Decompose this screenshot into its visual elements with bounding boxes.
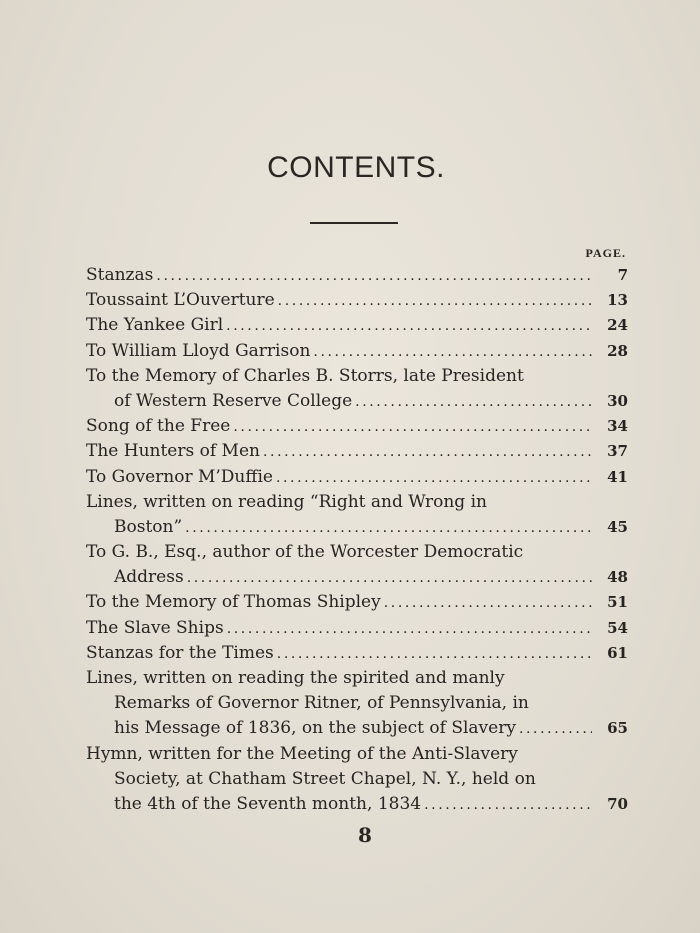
- dot-leader: [223, 314, 592, 339]
- toc-entry-line: [86, 364, 638, 389]
- toc-entry-page: 54: [607, 618, 628, 637]
- toc-entry-line: [86, 414, 638, 439]
- toc-entry-line: [86, 389, 638, 414]
- toc-entry-title: Stanzas: [86, 265, 154, 285]
- toc-entry: [86, 439, 638, 464]
- toc-entry-line: [86, 515, 638, 540]
- toc-entry: [86, 339, 638, 364]
- toc-entry-title: Lines, written on reading “Right and Wrong in: [86, 491, 487, 512]
- toc-entry-title: The Hunters of Men: [86, 441, 260, 462]
- toc-entry: [86, 540, 638, 590]
- toc-entry-line: [86, 540, 638, 565]
- dot-leader: [224, 617, 592, 642]
- toc-entry-title: of Western Reserve College: [114, 390, 353, 411]
- dot-leader: [516, 717, 592, 742]
- title-rule: [310, 222, 398, 224]
- toc-entry-page: 70: [607, 794, 628, 813]
- toc-entry-page: 13: [607, 291, 628, 310]
- toc-entry-title: Boston”: [114, 516, 183, 537]
- dot-leader: [352, 390, 592, 415]
- toc-entry-title: Toussaint L’Ouverture: [86, 290, 275, 311]
- toc-entry-line: [86, 263, 638, 288]
- toc-entry-title: To Governor M’Duffie: [86, 466, 273, 487]
- dot-leader: [421, 793, 592, 818]
- toc-entry: [86, 490, 638, 540]
- toc-entry-line: [86, 742, 638, 767]
- dot-leader: [184, 566, 592, 591]
- toc-entry: [86, 313, 638, 338]
- dot-leader: [182, 516, 592, 541]
- toc-entry-title: Hymn, written for the Meeting of the Anti-Slavery: [86, 743, 518, 764]
- dot-leader: [275, 289, 592, 314]
- table-of-contents: [86, 263, 638, 817]
- dot-leader: [274, 642, 592, 667]
- toc-entry: [86, 742, 638, 818]
- toc-entry-title: Song of the Free: [86, 416, 231, 437]
- toc-entry-title: To William Lloyd Garrison: [86, 340, 311, 361]
- toc-entry-title: The Slave Ships: [86, 617, 224, 638]
- toc-entry: [86, 666, 638, 742]
- toc-entry-page: 24: [607, 316, 628, 335]
- toc-entry-page: 7: [617, 266, 628, 284]
- toc-entry: [86, 364, 638, 414]
- toc-entry-page: 48: [607, 568, 628, 587]
- toc-entry-line: [86, 565, 638, 590]
- toc-entry-line: [86, 590, 638, 615]
- toc-entry: [86, 590, 638, 615]
- toc-entry: [86, 465, 638, 490]
- toc-entry-line: [86, 616, 638, 641]
- page-number: 8: [358, 823, 372, 847]
- dot-leader: [310, 340, 592, 365]
- toc-entry-line: [86, 641, 638, 666]
- toc-entry-title: Lines, written on reading the spirited and manly: [86, 668, 505, 688]
- toc-entry: [86, 616, 638, 641]
- toc-entry: [86, 263, 638, 288]
- toc-entry-title: his Message of 1836, on the subject of Slavery: [114, 718, 516, 739]
- toc-entry-page: 41: [607, 467, 628, 486]
- toc-entry-title: The Yankee Girl: [86, 315, 224, 336]
- toc-entry-line: [86, 490, 638, 515]
- toc-entry-title: Remarks of Governor Ritner, of Pennsylvania, in: [114, 693, 529, 714]
- toc-entry-line: [86, 792, 638, 817]
- toc-entry-line: [86, 288, 638, 313]
- dot-leader: [153, 264, 592, 289]
- toc-entry-page: 30: [607, 391, 628, 410]
- toc-entry-title: the 4th of the Seventh month, 1834: [114, 793, 422, 814]
- toc-entry-title: To G. B., Esq., author of the Worcester Democratic: [86, 542, 524, 563]
- toc-entry-title: Stanzas for the Times: [86, 642, 274, 663]
- toc-entry: [86, 414, 638, 439]
- page-title: CONTENTS.: [267, 151, 445, 184]
- toc-entry-line: [86, 439, 638, 464]
- toc-entry-page: 28: [607, 341, 628, 360]
- toc-entry: [86, 641, 638, 666]
- toc-entry-title: Address: [114, 567, 184, 588]
- toc-entry-page: 37: [607, 442, 628, 461]
- toc-entry-page: 45: [607, 517, 628, 536]
- toc-entry-page: 51: [607, 593, 628, 612]
- toc-entry-line: [86, 666, 638, 691]
- dot-leader: [273, 466, 592, 491]
- toc-entry-page: 65: [607, 719, 628, 738]
- toc-entry-line: [86, 313, 638, 338]
- toc-entry-title: To the Memory of Thomas Shipley: [86, 592, 381, 613]
- toc-entry-page: 61: [607, 643, 628, 662]
- dot-leader: [260, 440, 592, 465]
- toc-entry-title: Society, at Chatham Street Chapel, N. Y., held on: [114, 768, 536, 789]
- page-column-header: PAGE.: [585, 246, 626, 260]
- toc-entry-title: To the Memory of Charles B. Storrs, late President: [86, 365, 524, 386]
- toc-entry-line: [86, 339, 638, 364]
- toc-entry-page: 34: [607, 417, 628, 436]
- toc-entry-line: [86, 465, 638, 490]
- dot-leader: [230, 415, 592, 440]
- toc-entry-line: [86, 716, 638, 741]
- toc-entry-line: [86, 691, 638, 716]
- toc-entry: [86, 288, 638, 313]
- dot-leader: [381, 591, 592, 616]
- toc-entry-line: [86, 767, 638, 792]
